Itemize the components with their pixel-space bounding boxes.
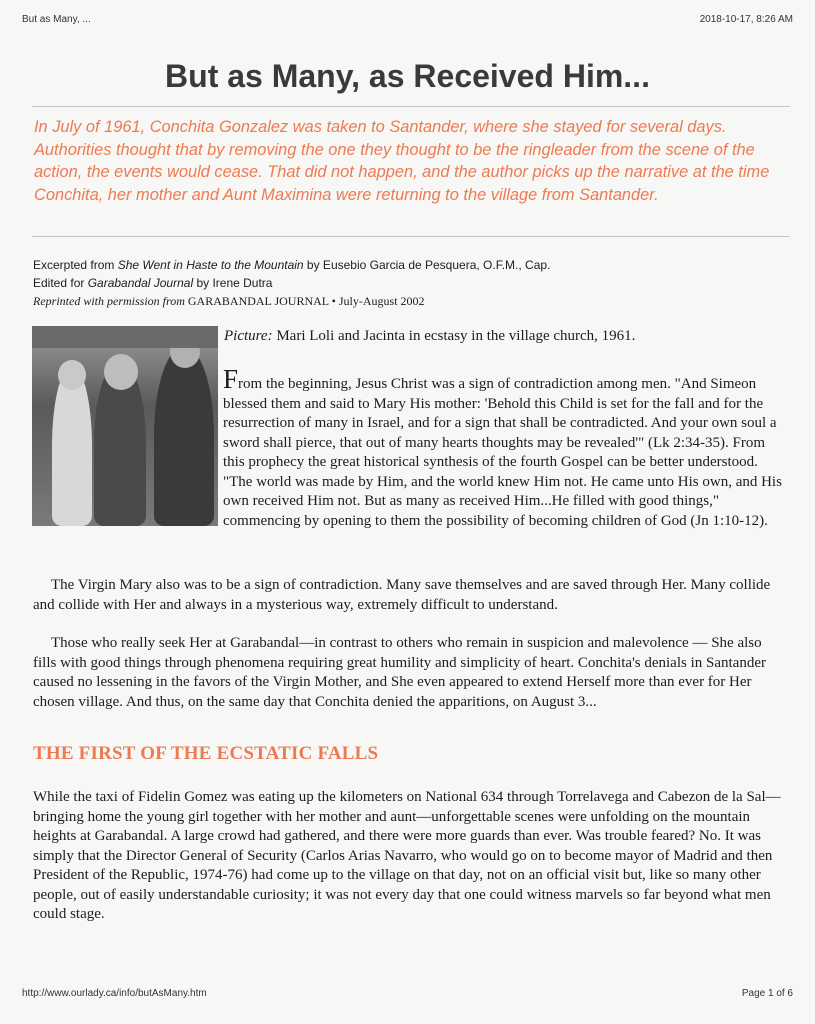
section-heading: THE FIRST OF THE ECSTATIC FALLS [33, 743, 379, 764]
paragraph-4: While the taxi of Fidelin Gomez was eating up the kilometers on National 634 through Torrelavega and Cabezon de la Sal—bringing home the young girl together with her mother and aunt—unforgettable scenes were unfolding on the mountain heights at Garabandal. A large crowd had gathered, and there were more guards than ever. Was trouble feared? No. It was simply that the Director General of Security (Carlos Arias Navarro, who would go on to become mayor of Madrid and then President of the Republic, 1974-76) had come up to the village on that day, not on an official visit but, like so many other people, out of easily understandable curiosity; it was not every day that one could witness marvels so far beyond what men could stage. [33, 789, 781, 922]
paragraph-2: The Virgin Mary also was to be a sign of contradiction. Many save themselves and are saved through Her. Many collide and collide with Her and always in a mysterious way, extremely difficult to understand. [33, 577, 771, 613]
page-header-title: But as Many, ... [22, 14, 91, 25]
credit-excerpted: Excerpted from She Went in Haste to the Mountain by Eusebio Garcia de Pesquera, O.F.M., Cap. [33, 258, 551, 272]
journal-name: Garabandal Journal [87, 276, 194, 290]
photo-caption: Picture: Mari Loli and Jacinta in ecstasy in the village church, 1961. [224, 328, 636, 344]
paragraph-1: From the beginning, Jesus Christ was a sign of contradiction among men. "And Simeon blessed them and said to Mary His mother: 'Behold this Child is set for the fall and for the resurrection of many in Israel, and for a sign that shall be contradicted. And your own soul a sword shall pierce, that out of many hearts thoughts may be revealed'" (Lk 2:34-35). From this prophecy the great historical synthesis of the fourth Gospel can be better understood. "The world was made by Him, and the world knew Him not. He came unto His own, and His own received Him not. But as many as received Him...He filled with good things," commencing by opening to them the possibility of becoming children of God (Jn 1:10-12). [223, 364, 782, 529]
article-title: But as Many, as Received Him... [165, 58, 650, 94]
intro-text: In July of 1961, Conchita Gonzalez was taken to Santander, where she stayed for several days. Authorities thought that by removing the one they thought to be the ringleader from the scene of the action, the events would cease. That did not happen, and the author picks up the narrative at the time Conchita, her mother and Aunt Maximina were returning to the village from Santander. [34, 118, 770, 204]
paragraph-3: Those who really seek Her at Garabandal—in contrast to others who remain in suspicion and malevolence — She also fills with good things through phenomena requiring great humility and simplicity of heart. Conchita's denials in Santander caused no lessening in the favors of the Virgin Mother, and She even appeared to extend Herself more than ever for Her chosen village. And thus, on the same day that Conchita denied the apparitions, on August 3... [33, 635, 766, 710]
intro-divider [32, 236, 790, 237]
credit-reprinted: Reprinted with permission from GARABANDAL JOURNAL • July-August 2002 [33, 294, 425, 308]
page-header-timestamp: 2018-10-17, 8:26 AM [699, 14, 793, 25]
footer-page-number: Page 1 of 6 [741, 988, 793, 999]
drop-cap: F [223, 364, 239, 394]
footer-url: http://www.ourlady.ca/info/butAsMany.htm [22, 988, 207, 999]
book-title: She Went in Haste to the Mountain [117, 258, 304, 272]
title-divider [32, 106, 790, 107]
credit-edited: Edited for Garabandal Journal by Irene Dutra [33, 276, 273, 290]
